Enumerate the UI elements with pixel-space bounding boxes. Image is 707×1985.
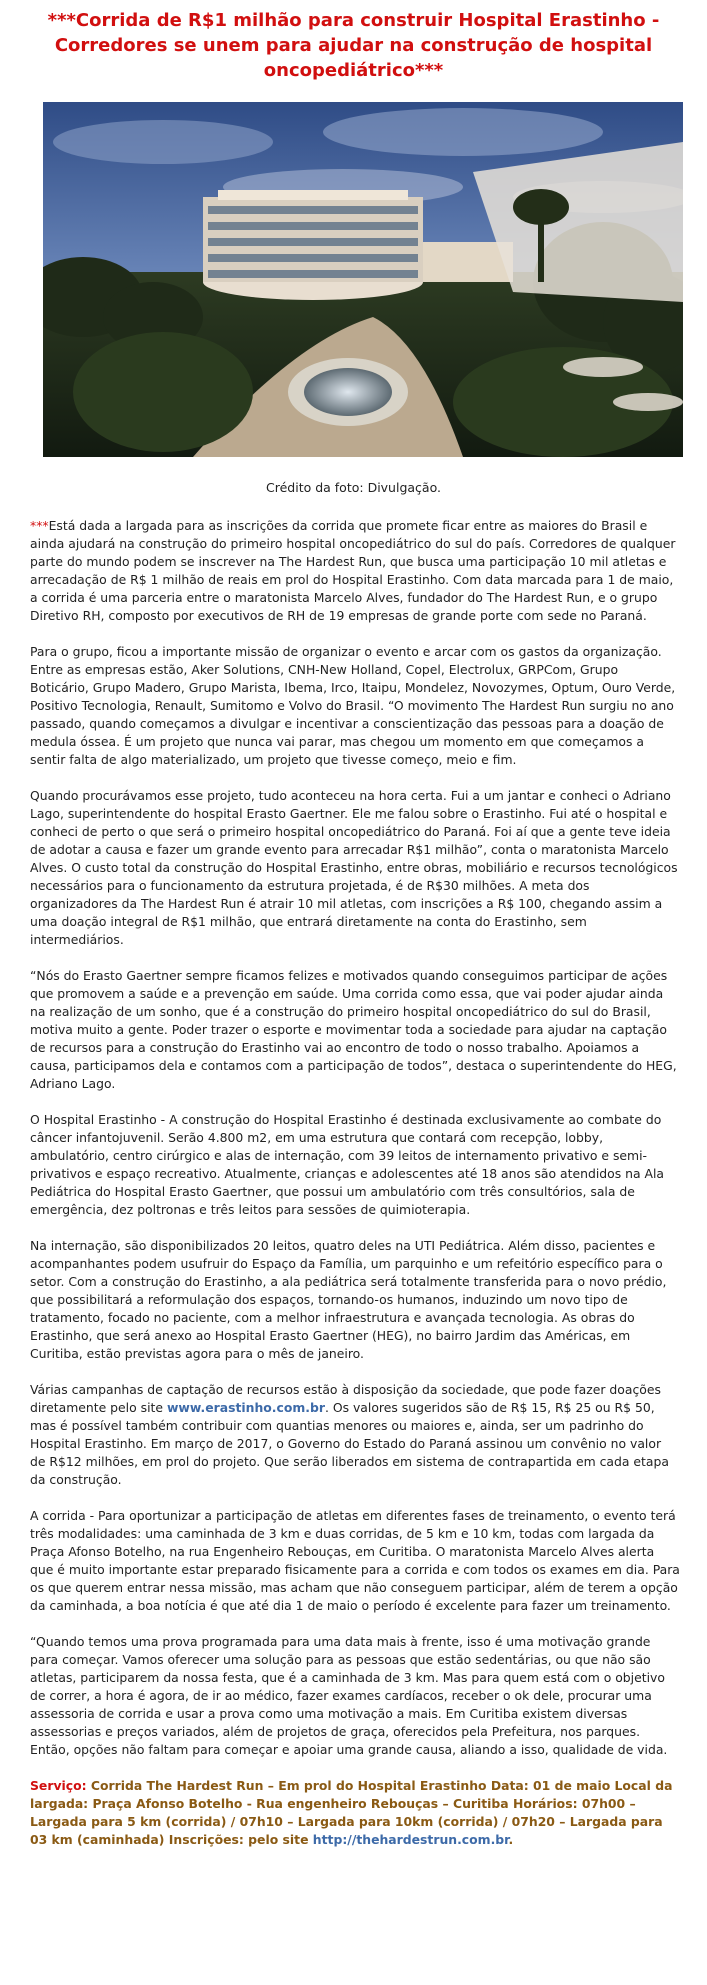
- paragraph-quote-runner: “Quando temos uma prova programada para uma data mais à frente, isso é uma motivação grande para começar. Vamos oferecer uma solução para as pessoas que estão sedentárias, ou que não são atletas, participarem da nossa festa, que é a caminhada de 3 km. Mas para quem está com o objetivo de correr, a hora é agora, de ir ao médico, fazer exames cardíacos, receber o ok dele, procurar uma assessoria de corrida e usar a prova como uma motivação a mais. Em Curitiba existem diversas assessorias e preços variados, além de projetos de graça, oferecidos pela Prefeitura, nos parques. Então, opções não faltam para começar e apoiar uma grande causa, aliando a isso, qualidade de vida.: [30, 1634, 668, 1757]
- hardestrun-site-link[interactable]: http://thehardestrun.com.br: [312, 1832, 509, 1847]
- article-body: [30, 517, 680, 1867]
- donations-text-after: . Os valores sugeridos são de R$ 15, R$ 25 ou R$ 50, mas é possível também contribuir com quantias menores ou maiores e, ainda, ser um padrinho do Hospital Erastinho. Em março de 2017, o Governo do Estado do Paraná assinou um convênio no valor de R$12 milhões, em prol do projeto. Que serão liberados em sistema de contrapartida em cada etapa da construção.: [30, 1400, 669, 1487]
- paragraph-donations: [30, 1381, 680, 1489]
- paragraph-quote-heg: “Nós do Erasto Gaertner sempre ficamos felizes e motivados quando conseguimos participar de ações que promovem a saúde e a prevenção em saúde. Uma corrida como essa, que vai poder ajudar ainda na realização de um sonho, que é a construção do primeiro hospital oncopediátrico do sul do Brasil, motiva muito a gente. Poder trazer o esporte e movimentar toda a sociedade para ajudar na captação de recursos para a construção do Erastinho vai ao encontro de todo o nosso trabalho. Apoiamos a causa, participamos dela e contamos com a participação de todos”, destaca o superintendente do HEG, Adriano Lago.: [30, 968, 677, 1091]
- service-text: Corrida The Hardest Run – Em prol do Hospital Erastinho Data: 01 de maio Local da largada: Praça Afonso Botelho - Rua engenheiro Rebouças – Curitiba Horários: 07h00 – Largada para 5 km (corrida) / 07h10 – Largada para 10km (corrida) / 07h20 – Largada para 03 km (caminhada) Inscrições: pelo site: [30, 1778, 673, 1847]
- service-info: [30, 1777, 680, 1849]
- paragraph-race: A corrida - Para oportunizar a participação de atletas em diferentes fases de treinamento, o evento terá três modalidades: uma caminhada de 3 km e duas corridas, de 5 km e 10 km, todas com largada da Praça Afonso Botelho, na rua Engenheiro Rebouças, em Curitiba. O maratonista Marcelo Alves alerta que é muito importante estar preparado fisicamente para a corrida e com todos os exames em dia. Para os que querem entrar nessa missão, mas acham que não conseguem participar, além de terem a opção da caminhada, a boa notícia é que até dia 1 de maio o período é excelente para fazer um treinamento.: [30, 1508, 680, 1613]
- donations-text-before: Várias campanhas de captação de recursos estão à disposição da sociedade, que pode fazer doações diretamente pelo site: [30, 1382, 661, 1415]
- paragraph-internacao: Na internação, são disponibilizados 20 leitos, quatro deles na UTI Pediátrica. Além disso, pacientes e acompanhantes podem usufruir do Espaço da Família, um parquinho e um refeitório específico para o setor. Com a construção do Erastinho, a ala pediátrica será totalmente transferida para o novo prédio, que possibilitará a reformulação dos espaços, tornando-os humanos, induzindo um novo tipo de tratamento, focado no paciente, com a melhor infraestrutura e avançada tecnologia. As obras do Erastinho, que será anexo ao Hospital Erasto Gaertner (HEG), no bairro Jardim das Américas, em Curitiba, estão previstas agora para o mês de janeiro.: [30, 1238, 667, 1361]
- erastinho-site-link[interactable]: www.erastinho.com.br: [166, 1400, 325, 1415]
- hospital-rendering-photo: [43, 102, 683, 457]
- paragraph-project: Quando procurávamos esse projeto, tudo aconteceu na hora certa. Fui a um jantar e conheci o Adriano Lago, superintendente do hospital Erasto Gaertner. Ele me falou sobre o Erastinho. Fui até o hospital e conheci de perto o que será o primeiro hospital oncopediátrico do Paraná. Foi aí que a gente teve ideia de adotar a causa e fazer um grande evento para arrecadar R$1 milhão”, conta o maratonista Marcelo Alves. O custo total da construção do Hospital Erastinho, entre obras, mobiliário e recursos tecnológicos necessários para o funcionamento da estrutura projetada, é de R$30 milhões. A meta dos organizadores da The Hardest Run é atrair 10 mil atletas, com inscrições a R$ 100, chegando assim a uma doação integral de R$1 milhão, que entrará diretamente na conta do Erastinho, sem intermediários.: [30, 788, 678, 947]
- service-end: .: [508, 1832, 514, 1847]
- paragraph-intro: [30, 517, 680, 625]
- intro-marker: ***: [30, 518, 49, 533]
- paragraph-organizers: Para o grupo, ficou a importante missão de organizar o evento e arcar com os gastos da organização. Entre as empresas estão, Aker Solutions, CNH-New Holland, Copel, Electrolux, GRPCom, Grupo Boticário, Grupo Madero, Grupo Marista, Ibema, Irco, Itaipu, Mondelez, Novozymes, Optum, Ouro Verde, Positivo Tecnologia, Renault, Sumitomo e Volvo do Brasil. “O movimento The Hardest Run surgiu no ano passado, quando começamos a divulgar e incentivar a conscientização das pessoas para a doação de medula óssea. É um projeto que nunca vai parar, mas chegou um momento em que começamos a sentir falta de algo materializado, um projeto que tivesse começo, meio e fim.: [30, 644, 676, 767]
- article-title: ***Corrida de R$1 milhão para construir Hospital Erastinho - Corredores se unem para ajudar na construção de hospital oncopediátrico***: [47, 10, 660, 81]
- paragraph-hospital: O Hospital Erastinho - A construção do Hospital Erastinho é destinada exclusivamente ao combate do câncer infantojuvenil. Serão 4.800 m2, em uma estrutura que contará com recepção, lobby, ambulatório, centro cirúrgico e alas de internação, com 39 leitos de internamento privativo e semi-privativos e espaço recreativo. Atualmente, crianças e adolescentes até 18 anos são atendidos na Ala Pediátrica do Hospital Erasto Gaertner, que possui um ambulatório com três consultórios, sala de emergência, dez poltronas e três leitos para sessões de quimioterapia.: [30, 1112, 665, 1217]
- service-label: Serviço:: [30, 1778, 87, 1793]
- paragraph-intro-text: Está dada a largada para as inscrições da corrida que promete ficar entre as maiores do Brasil e ainda ajudará na construção do primeiro hospital oncopediátrico do sul do país. Corredores de qualquer parte do mundo podem se inscrever na The Hardest Run, que busca uma participação 10 mil atletas e arrecadação de R$ 1 milhão de reais em prol do Hospital Erastinho. Com data marcada para 1 de maio, a corrida é uma parceria entre o maratonista Marcelo Alves, fundador do The Hardest Run, e o grupo Diretivo RH, composto por executivos de RH de 19 empresas de grande porte com sede no Paraná.: [30, 518, 676, 623]
- photo-caption: Crédito da foto: Divulgação.: [266, 480, 441, 495]
